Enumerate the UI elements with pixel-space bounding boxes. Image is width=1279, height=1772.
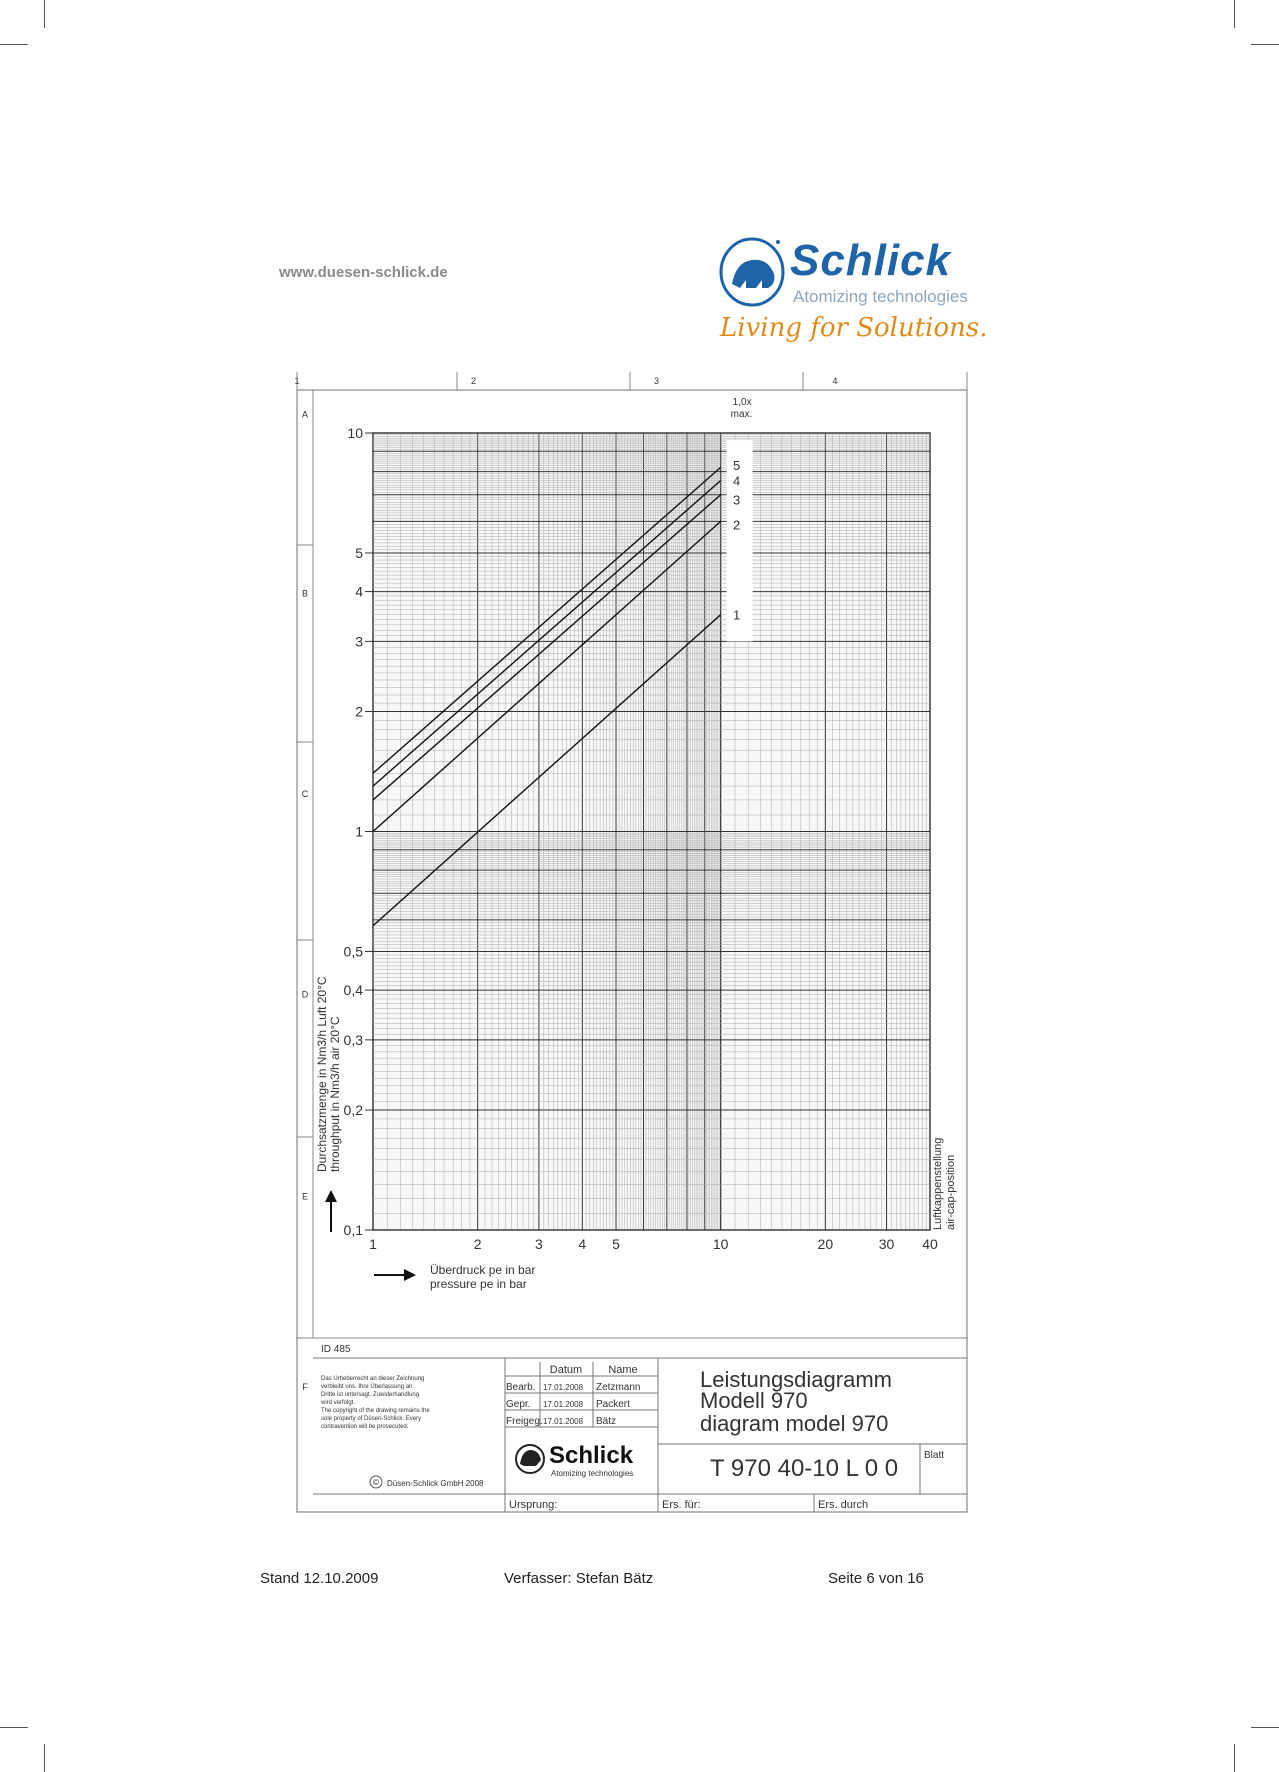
website-url[interactable]: www.duesen-schlick.de [279, 264, 448, 281]
title-german: Leistungsdiagramm [700, 1367, 892, 1392]
copyright-text: sole property of Düsen-Schlick. Every [321, 1416, 422, 1422]
copyright-text: Dritte ist untersagt. Zuwiderhandlung [321, 1392, 420, 1398]
approval-date: 17.01.2008 [543, 1383, 584, 1392]
approval-name: Packert [596, 1399, 630, 1410]
brand-tagline: Atomizing technologies [793, 287, 968, 306]
title-model: Modell 970 [700, 1388, 808, 1413]
approval-date: 17.01.2008 [543, 1417, 584, 1426]
curve-label-4: 4 [733, 473, 741, 489]
curve-label-3: 3 [733, 492, 741, 508]
y-tick-label: 0,3 [343, 1031, 363, 1048]
approval-date: 17.01.2008 [543, 1400, 584, 1409]
y-tick-label: 5 [355, 544, 363, 561]
replacement-for-label: Ers. für: [662, 1499, 701, 1511]
x-axis-label: Überdruck pe in bar [430, 1263, 536, 1277]
x-axis-label: pressure pe in bar [430, 1277, 527, 1291]
curve-label-2: 2 [733, 517, 741, 533]
drawing-number: T 970 40-10 L 0 0 [710, 1455, 899, 1482]
column-label: 2 [470, 376, 477, 386]
replaced-by-label: Ers. durch [818, 1499, 869, 1511]
row-label: E [301, 1191, 309, 1202]
footer-page: Seite 6 von 16 [828, 1570, 924, 1587]
row-label: A [301, 409, 309, 420]
copyright-text: wird verfolgt. [321, 1400, 356, 1406]
column-label: 1 [294, 376, 300, 386]
y-tick-label: 0,4 [343, 982, 363, 999]
origin-label: Ursprung: [509, 1499, 558, 1511]
max-annotation: 1,0x [732, 397, 752, 408]
footer-author: Verfasser: Stefan Bätz [504, 1570, 654, 1587]
x-tick-label: 2 [473, 1236, 482, 1252]
y-tick-label: 0,2 [343, 1102, 363, 1119]
title-block-logo-mark [520, 1450, 541, 1466]
row-label: D [301, 989, 309, 1000]
y-tick-label: 10 [347, 425, 363, 441]
y-tick-label: 0,5 [343, 943, 363, 960]
column-name: Name [608, 1364, 638, 1376]
title-block-logo-tagline: Atomizing technologies [551, 1469, 634, 1478]
right-label: Luftkappenstellung [932, 1137, 944, 1230]
approval-name: Bätz [596, 1416, 617, 1427]
x-tick-label: 3 [534, 1236, 543, 1252]
curve-label-5: 5 [733, 458, 741, 474]
column-label: 3 [653, 376, 660, 386]
x-tick-label: 5 [612, 1236, 620, 1252]
right-label: air-cap-position [945, 1154, 957, 1230]
x-tick-label: 40 [922, 1236, 938, 1252]
column-label: 4 [832, 376, 838, 386]
footer-date: Stand 12.10.2009 [260, 1570, 379, 1587]
y-axis-label: throughput in Nm3/h air 20°C [328, 1016, 342, 1172]
x-tick-label: 20 [817, 1236, 834, 1252]
row-label: F [302, 1382, 308, 1392]
y-tick-label: 3 [355, 633, 363, 650]
x-tick-label: 1 [369, 1236, 377, 1252]
copyright-text: The copyright of the drawing remains the [321, 1408, 430, 1414]
curve-label-1: 1 [733, 607, 741, 623]
x-axis-arrow-head [404, 1269, 416, 1281]
approval-label: Freigeg. [506, 1416, 543, 1427]
brand-slogan: Living for Solutions. [720, 313, 988, 343]
y-axis-label: Durchsatzmenge in Nm3/h Luft 20°C [315, 976, 329, 1172]
title-english: diagram model 970 [700, 1411, 889, 1436]
x-tick-label: 30 [878, 1236, 895, 1252]
row-label: B [301, 588, 309, 599]
y-tick-label: 1 [355, 823, 363, 840]
x-tick-label: 10 [712, 1236, 729, 1252]
row-label: C [301, 789, 309, 799]
copyright-symbol: © [373, 1478, 379, 1487]
y-tick-label: 0,1 [343, 1222, 363, 1238]
approval-label: Gepr. [506, 1399, 531, 1410]
y-tick-label: 2 [355, 703, 363, 720]
y-tick-label: 4 [355, 583, 363, 600]
approval-label: Bearb. [506, 1382, 536, 1393]
copyright-text: verbleibt uns. Ihre Überlassung an [321, 1384, 413, 1390]
brand-name: Schlick [790, 236, 952, 285]
drawing-id: ID 485 [321, 1344, 351, 1355]
copyright-text: contravention will be prosecuted. [321, 1424, 409, 1430]
company-name: Düsen-Schlick GmbH 2008 [387, 1479, 484, 1488]
copyright-text: Das Urheberrecht an dieser Zeichnung [321, 1376, 425, 1382]
chart-grid [373, 433, 930, 1230]
y-axis-arrow-head [325, 1190, 337, 1202]
title-block [313, 1344, 967, 1512]
approval-name: Zetzmann [596, 1382, 641, 1393]
x-tick-label: 4 [578, 1236, 587, 1252]
title-block-logo-brand: Schlick [549, 1442, 634, 1469]
column-date: Datum [549, 1364, 583, 1376]
sheet-label: Blatt [924, 1450, 945, 1461]
max-annotation: max. [730, 409, 753, 420]
